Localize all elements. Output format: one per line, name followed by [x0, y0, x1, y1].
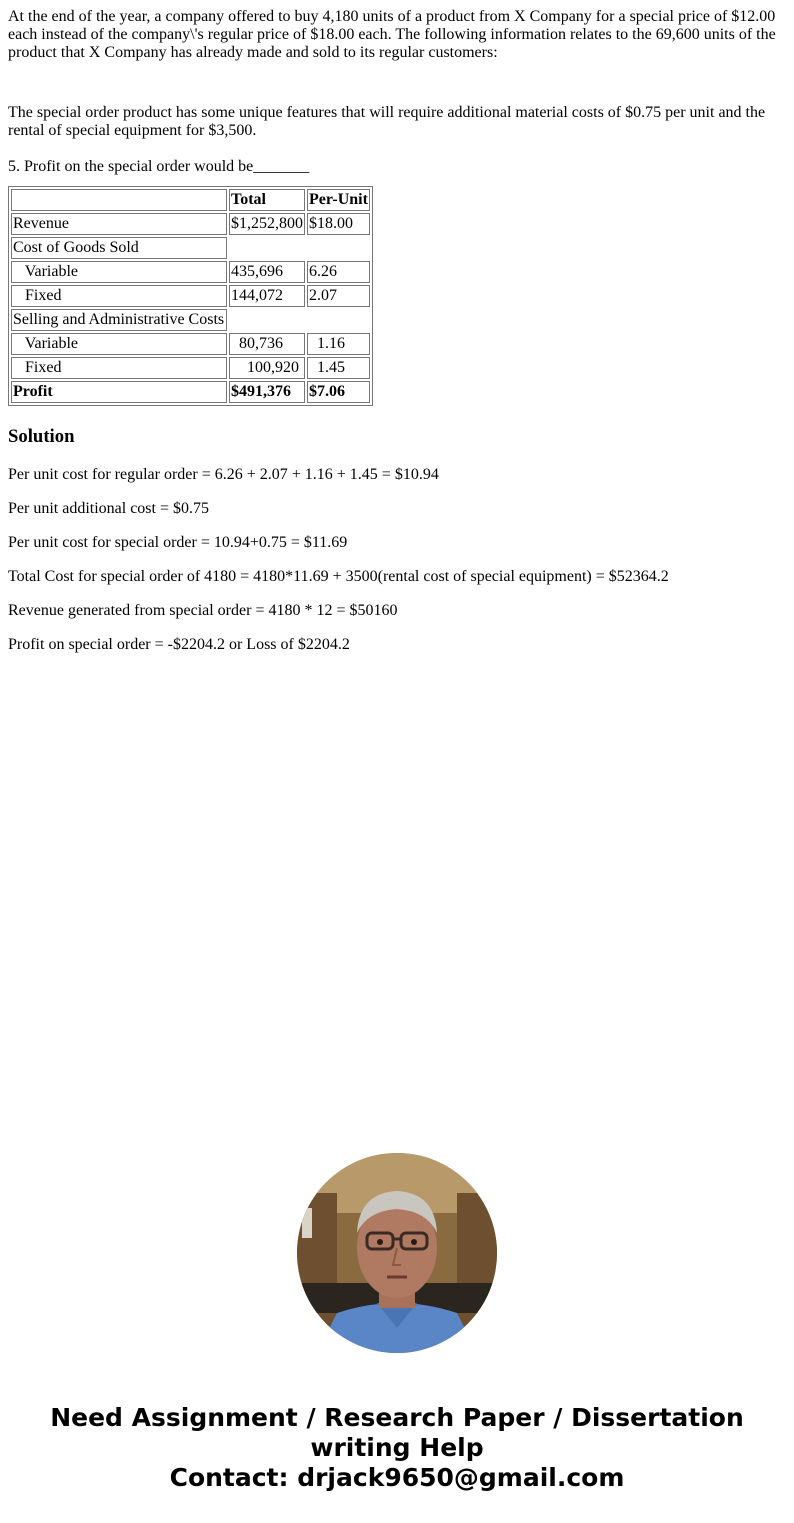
solution-line: Total Cost for special order of 4180 = 4180*11.69 + 3500(rental cost of special equipment) = $52364.2 [8, 568, 669, 585]
row-label: Selling and Administrative Costs [11, 309, 227, 331]
empty-cell [229, 237, 370, 259]
row-total: $1,252,800 [229, 213, 305, 235]
solution-line: Per unit cost for regular order = 6.26 + 2.07 + 1.16 + 1.45 = $10.94 [8, 466, 439, 483]
contact-footer [0, 1403, 794, 1493]
solution-line: Revenue generated from special order = 4180 * 12 = $50160 [8, 602, 398, 619]
question-intro: At the end of the year, a company offered to buy 4,180 units of a product from X Company for a special price of $12.00 each instead of the company\'s regular price of $18.00 each. The following information relates to the 69,600 units of the product that X Company has already made and sold to its regular customers: [8, 8, 776, 61]
row-total: 435,696 [229, 261, 305, 283]
table-row [11, 237, 370, 259]
row-label: Fixed [11, 285, 227, 307]
row-per-unit: 6.26 [307, 261, 370, 283]
header-cell-label [11, 189, 227, 211]
row-per-unit: 1.45 [307, 357, 370, 379]
table-row [11, 213, 370, 235]
question-details: The special order product has some unique features that will require additional material costs of $0.75 per unit and the rental of special equipment for $3,500. [8, 104, 766, 139]
row-per-unit: 2.07 [307, 285, 370, 307]
footer-line-2: writing Help [310, 1433, 484, 1462]
row-label: Variable [11, 261, 227, 283]
blank-space [8, 62, 786, 104]
row-total: 80,736 [229, 333, 305, 355]
table-row [11, 261, 370, 283]
row-per-unit: 1.16 [307, 333, 370, 355]
header-cell-per-unit: Per-Unit [307, 189, 370, 211]
footer-line-3: Contact: drjack9650@gmail.com [169, 1463, 625, 1492]
table-row [11, 285, 370, 307]
row-label: Profit [11, 381, 227, 403]
row-total: $491,376 [229, 381, 305, 403]
solution-heading: Solution [8, 426, 75, 447]
row-label: Cost of Goods Sold [11, 237, 227, 259]
table-row [11, 381, 370, 403]
header-cell-total: Total [229, 189, 305, 211]
solution-line: Per unit additional cost = $0.75 [8, 500, 209, 517]
row-total: 100,920 [229, 357, 305, 379]
table-header-row [11, 189, 370, 211]
row-per-unit: $7.06 [307, 381, 370, 403]
row-per-unit: $18.00 [307, 213, 370, 235]
author-avatar [297, 1153, 497, 1353]
table-row [11, 357, 370, 379]
empty-cell [229, 309, 370, 331]
financial-table [8, 186, 373, 406]
solution-line: Per unit cost for special order = 10.94+0.75 = $11.69 [8, 534, 348, 551]
solution-lines [8, 466, 786, 654]
table-row [11, 309, 370, 331]
row-label: Variable [11, 333, 227, 355]
row-label: Fixed [11, 357, 227, 379]
table-row [11, 333, 370, 355]
footer-line-1: Need Assignment / Research Paper / Dissertation [50, 1403, 744, 1432]
row-label: Revenue [11, 213, 227, 235]
author-photo-icon [297, 1153, 497, 1353]
solution-line: Profit on special order = -$2204.2 or Loss of $2204.2 [8, 636, 350, 653]
question-prompt: 5. Profit on the special order would be_______ [8, 158, 310, 175]
row-total: 144,072 [229, 285, 305, 307]
document-body [8, 8, 786, 670]
